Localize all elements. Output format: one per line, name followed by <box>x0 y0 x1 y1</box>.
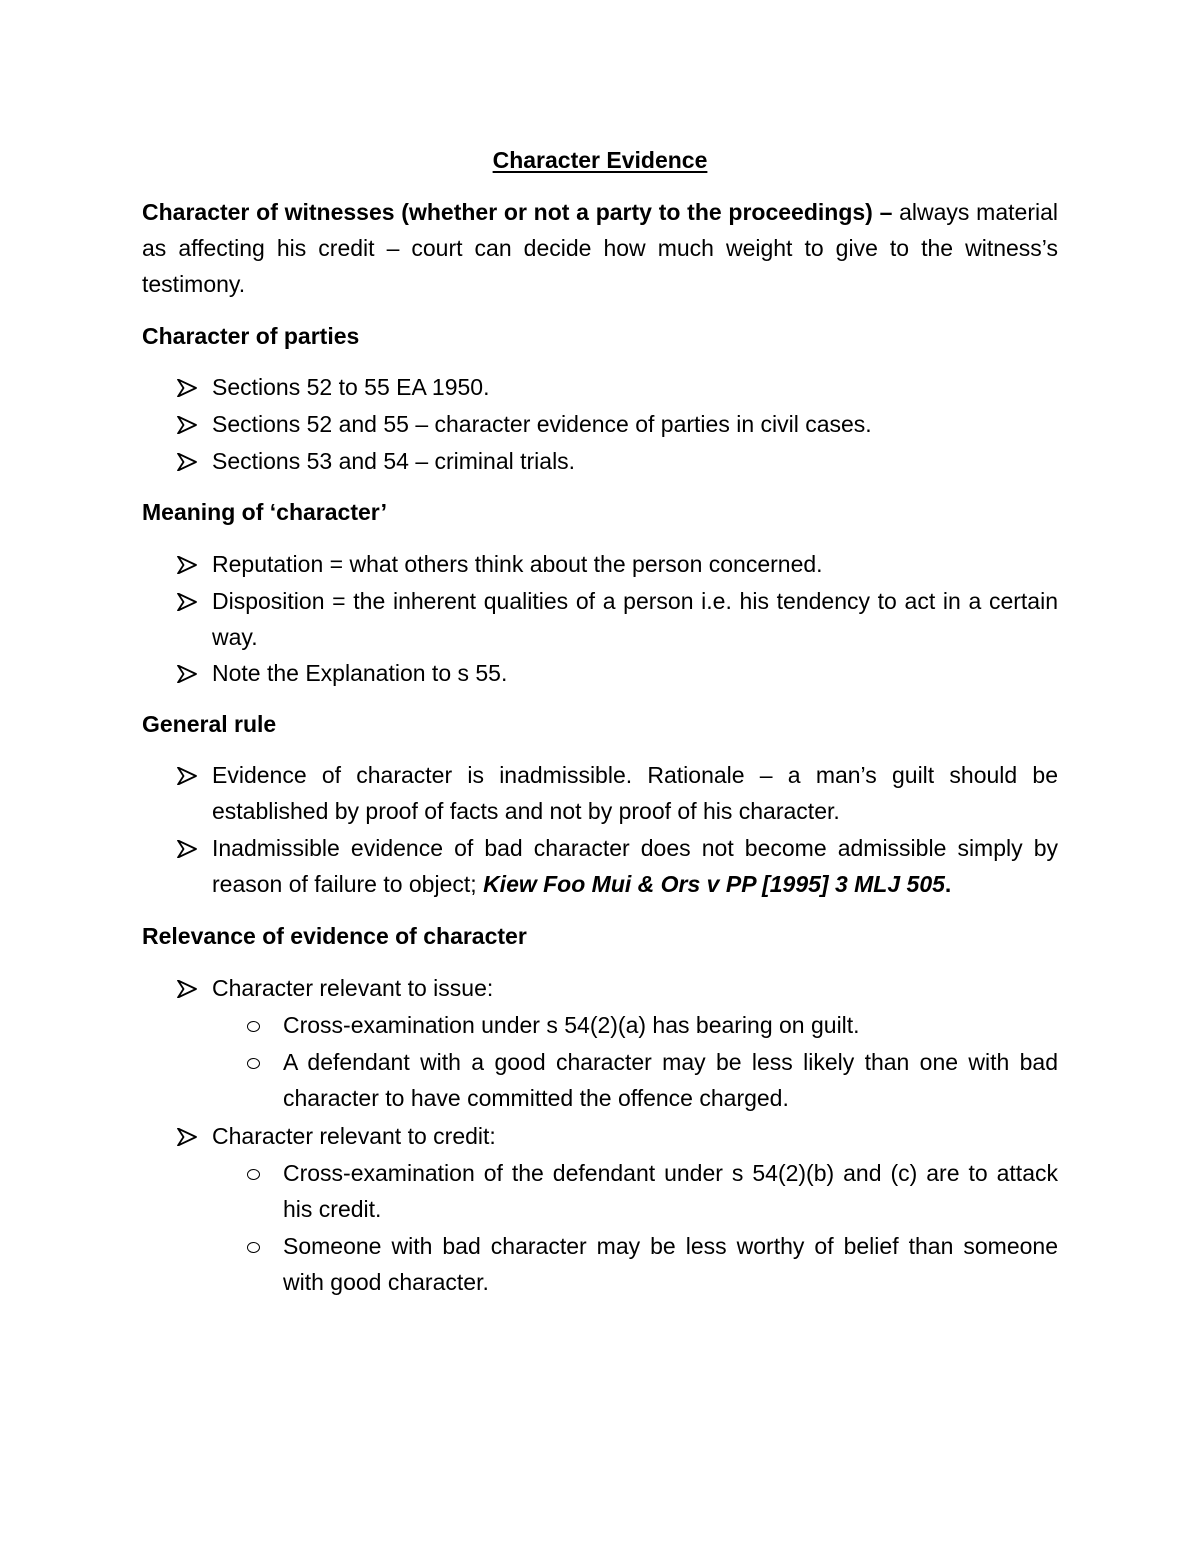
list-item <box>175 655 1058 691</box>
list-item-text: Note the Explanation to s 55. <box>212 660 508 686</box>
document-title: Character Evidence <box>492 147 708 173</box>
sub-list-item <box>245 1044 1058 1116</box>
sub-list-item-text: Someone with bad character may be less worthy of belief than someone with good character. <box>283 1233 1058 1295</box>
sub-list-item <box>245 1155 1058 1227</box>
list-item <box>175 369 1058 405</box>
heading-general-rule: General rule <box>142 711 277 737</box>
arrowhead-bullet-icon <box>175 546 212 582</box>
arrowhead-bullet-icon <box>175 970 212 1006</box>
heading-character-of-parties: Character of parties <box>142 323 360 349</box>
sub-list-item <box>245 1228 1058 1300</box>
sub-list-item-text: A defendant with a good character may be less likely than one with bad character to have committed the offence charged. <box>283 1049 1058 1111</box>
list-item <box>175 583 1058 655</box>
citation-period: . <box>944 871 952 897</box>
arrowhead-bullet-icon <box>175 406 212 442</box>
list-item <box>175 757 1058 829</box>
list-item-text: Sections 53 and 54 – criminal trials. <box>212 448 576 474</box>
arrowhead-bullet-icon <box>175 757 212 793</box>
arrowhead-bullet-icon <box>175 443 212 479</box>
sub-list-item-text: Cross-examination of the defendant under s 54(2)(b) and (c) are to attack his credit. <box>283 1160 1058 1222</box>
list-item-text: Disposition = the inherent qualities of a person i.e. his tendency to act in a certain way. <box>212 588 1058 650</box>
circle-bullet-icon <box>245 1007 283 1043</box>
list-item <box>175 970 1058 1006</box>
arrowhead-bullet-icon <box>175 655 212 691</box>
list-item <box>175 830 1058 902</box>
list-item-text: Reputation = what others think about the person concerned. <box>212 551 823 577</box>
heading-relevance-of-evidence: Relevance of evidence of character <box>142 923 527 949</box>
arrowhead-bullet-icon <box>175 830 212 866</box>
list-item <box>175 546 1058 582</box>
arrowhead-bullet-icon <box>175 369 212 405</box>
list-item-text <box>212 830 1058 902</box>
arrowhead-bullet-icon <box>175 583 212 619</box>
circle-bullet-icon <box>245 1044 283 1080</box>
circle-bullet-icon <box>245 1155 283 1191</box>
list-item-text: Sections 52 to 55 EA 1950. <box>212 374 490 400</box>
case-citation: Kiew Foo Mui & Ors v PP [1995] 3 MLJ 505 <box>483 871 945 897</box>
list-item-text: Character relevant to issue: <box>212 975 494 1001</box>
intro-paragraph <box>142 194 1058 302</box>
circle-bullet-icon <box>245 1228 283 1264</box>
list-item-text: Evidence of character is inadmissible. Rationale – a man’s guilt should be established by proof of facts and not by proof of his character. <box>212 762 1058 824</box>
sub-list-item-text: Cross-examination under s 54(2)(a) has bearing on guilt. <box>283 1012 860 1038</box>
arrowhead-bullet-icon <box>175 1118 212 1154</box>
intro-bold-text: Character of witnesses (whether or not a party to the proceedings) – <box>142 199 893 225</box>
list-item-text-main: Inadmissible evidence of bad character does not become admissible simply by reason of failure to object; <box>212 835 1058 897</box>
list-item-text: Sections 52 and 55 – character evidence of parties in civil cases. <box>212 411 872 437</box>
list-item-text: Character relevant to credit: <box>212 1123 496 1149</box>
list-item <box>175 406 1058 442</box>
sub-list-item <box>245 1007 1058 1043</box>
heading-meaning-of-character: Meaning of ‘character’ <box>142 499 387 525</box>
intro-text: always material as affecting his credit – court can decide how much weight to give to the witness’s testimony. <box>142 199 1058 297</box>
list-item <box>175 1118 1058 1154</box>
list-item <box>175 443 1058 479</box>
